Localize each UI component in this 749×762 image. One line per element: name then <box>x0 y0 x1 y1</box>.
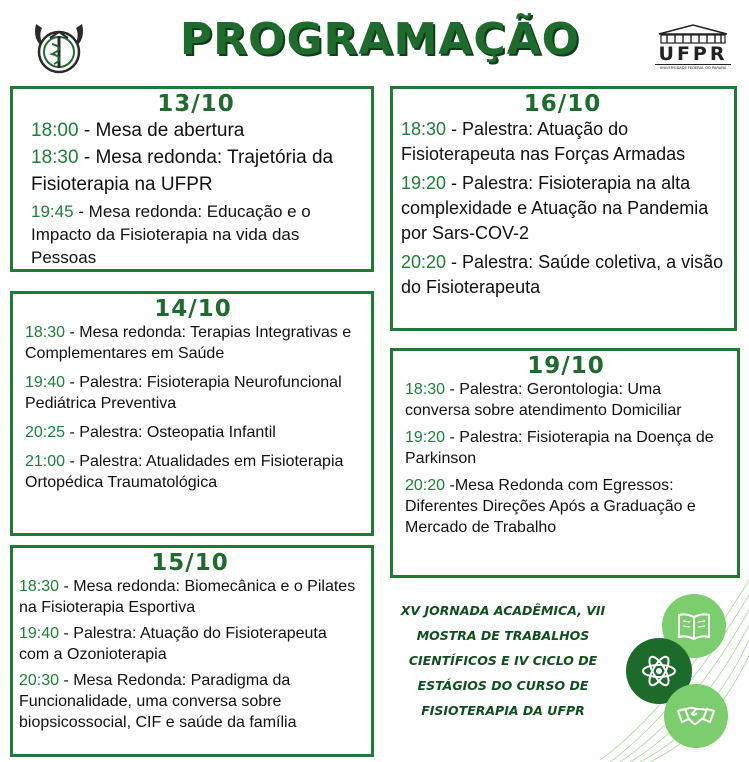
schedule-day-14-10 <box>10 291 374 536</box>
handshake-circle <box>664 684 728 748</box>
ufpr-logo <box>655 24 731 74</box>
schedule-item: 19:40 - Palestra: Fisioterapia Neurofuncional Pediátrica Preventiva <box>25 374 342 412</box>
schedule-item: 20:20 - Palestra: Saúde coletiva, a visão do Fisioterapeuta <box>401 252 724 297</box>
item-time: 21:00 <box>25 453 66 470</box>
item-time: 18:30 <box>25 324 66 341</box>
schedule-day-15-10 <box>10 545 374 757</box>
schedule-item: 18:30 - Mesa redonda: Trajetória da Fisioterapia na UFPR <box>31 147 334 195</box>
day-date: 14/10 <box>154 296 232 322</box>
item-time: 18:30 <box>31 147 79 168</box>
ufpr-logo-text: UFPR <box>655 44 731 65</box>
event-description: XV JORNADA ACADÊMICA, VII MOSTRA DE TRABALHOS CIENTÍFICOS E IV CICLO DE ESTÁGIOS DO CURSO DE FISIOTERAPIA DA UFPR <box>400 603 606 718</box>
schedule-item: 19:40 - Palestra: Atuação do Fisioterapeuta com a Ozonioterapia <box>19 625 327 663</box>
schedule-item: 20:25 - Palestra: Osteopatia Infantil <box>25 424 276 441</box>
item-text: Mesa redonda: Terapias Integrativas e Complementares em Saúde <box>25 324 352 362</box>
item-text: Palestra: Gerontologia: Uma conversa sobre atendimento Domiciliar <box>405 381 682 419</box>
item-text: Palestra: Osteopatia Infantil <box>79 424 276 441</box>
item-time: 20:20 <box>405 477 446 494</box>
item-text: Mesa Redonda: Paradigma da Funcionalidade, uma conversa sobre biopsicossocial, CIF e saúde da família <box>19 672 297 731</box>
schedule-day-16-10 <box>390 86 737 331</box>
item-time: 19:40 <box>25 374 66 391</box>
schedule-item: 21:00 - Palestra: Atualidades em Fisioterapia Ortopédica Traumatológica <box>25 453 344 491</box>
schedule-item: 19:20 - Palestra: Fisioterapia na alta complexidade e Atuação na Pandemia por Sars-COV-2 <box>401 173 709 243</box>
day-date: 15/10 <box>151 550 229 576</box>
item-time: 19:45 <box>31 202 74 221</box>
item-text: Palestra: Fisioterapia na alta complexidade e Atuação na Pandemia por Sars-COV-2 <box>401 173 709 243</box>
item-text: Mesa Redonda com Egressos: Diferentes Direções Após a Graduação e Mercado de Trabalho <box>405 477 696 536</box>
book-icon <box>676 611 712 641</box>
schedule-item: 19:45 - Mesa redonda: Educação e o Impacto da Fisioterapia na vida das Pessoas <box>31 202 311 267</box>
item-time: 19:20 <box>405 429 446 446</box>
item-time: 18:30 <box>405 381 446 398</box>
item-time: 20:25 <box>25 424 66 441</box>
item-text: Palestra: Fisioterapia Neurofuncional Pediátrica Preventiva <box>25 374 342 412</box>
atom-icon <box>639 651 679 691</box>
item-time: 18:00 <box>31 120 79 141</box>
schedule-day-13-10 <box>10 86 374 272</box>
page-title: PROGRAMAÇÃO <box>179 14 581 65</box>
handshake-icon <box>676 701 716 731</box>
item-time: 19:20 <box>401 173 447 193</box>
schedule-item: 20:30 - Mesa Redonda: Paradigma da Funcionalidade, uma conversa sobre biopsicossocial, CIF e saúde da família <box>19 672 297 731</box>
item-text: Palestra: Atualidades em Fisioterapia Ortopédica Traumatológica <box>25 453 344 491</box>
item-text: Mesa redonda: Biomecânica e o Pilates na Fisioterapia Esportiva <box>19 578 356 616</box>
item-text: Palestra: Saúde coletiva, a visão do Fisioterapeuta <box>401 252 724 297</box>
schedule-item: 20:20 -Mesa Redonda com Egressos: Diferentes Direções Após a Graduação e Mercado de Trabalho <box>405 477 696 536</box>
schedule-item: 19:20 - Palestra: Fisioterapia na Doença de Parkinson <box>405 429 714 467</box>
item-time: 20:30 <box>19 672 60 689</box>
item-time: 20:20 <box>401 252 447 272</box>
schedule-item: 18:30 - Palestra: Gerontologia: Uma conversa sobre atendimento Domiciliar <box>405 381 682 419</box>
physiotherapy-emblem-icon <box>30 18 88 78</box>
item-text: Mesa redonda: Educação e o Impacto da Fisioterapia na vida das Pessoas <box>31 202 311 267</box>
day-date: 19/10 <box>527 353 605 379</box>
item-time: 19:40 <box>19 625 60 642</box>
item-text: Palestra: Atuação do Fisioterapeuta com a Ozonioterapia <box>19 625 327 663</box>
ufpr-building-icon <box>655 24 731 44</box>
schedule-item: 18:30 - Mesa redonda: Biomecânica e o Pilates na Fisioterapia Esportiva <box>19 578 356 616</box>
item-text: Mesa de abertura <box>95 120 245 141</box>
schedule-item: 18:30 - Mesa redonda: Terapias Integrativas e Complementares em Saúde <box>25 324 352 362</box>
day-date: 16/10 <box>523 91 602 117</box>
schedule-item: 18:30 - Palestra: Atuação do Fisioterapeuta nas Forças Armadas <box>401 119 686 164</box>
item-text: Mesa redonda: Trajetória da Fisioterapia na UFPR <box>31 147 334 195</box>
ufpr-logo-subtext: UNIVERSIDADE FEDERAL DO PARANÁ <box>659 66 727 70</box>
item-time: 18:30 <box>401 119 447 139</box>
day-date: 13/10 <box>157 91 235 117</box>
item-text: Palestra: Atuação do Fisioterapeuta nas Forças Armadas <box>401 119 686 164</box>
schedule-day-19-10 <box>390 348 740 578</box>
schedule-item: 18:00 - Mesa de abertura <box>31 120 245 141</box>
item-text: Palestra: Fisioterapia na Doença de Parkinson <box>405 429 714 467</box>
item-time: 18:30 <box>19 578 60 595</box>
